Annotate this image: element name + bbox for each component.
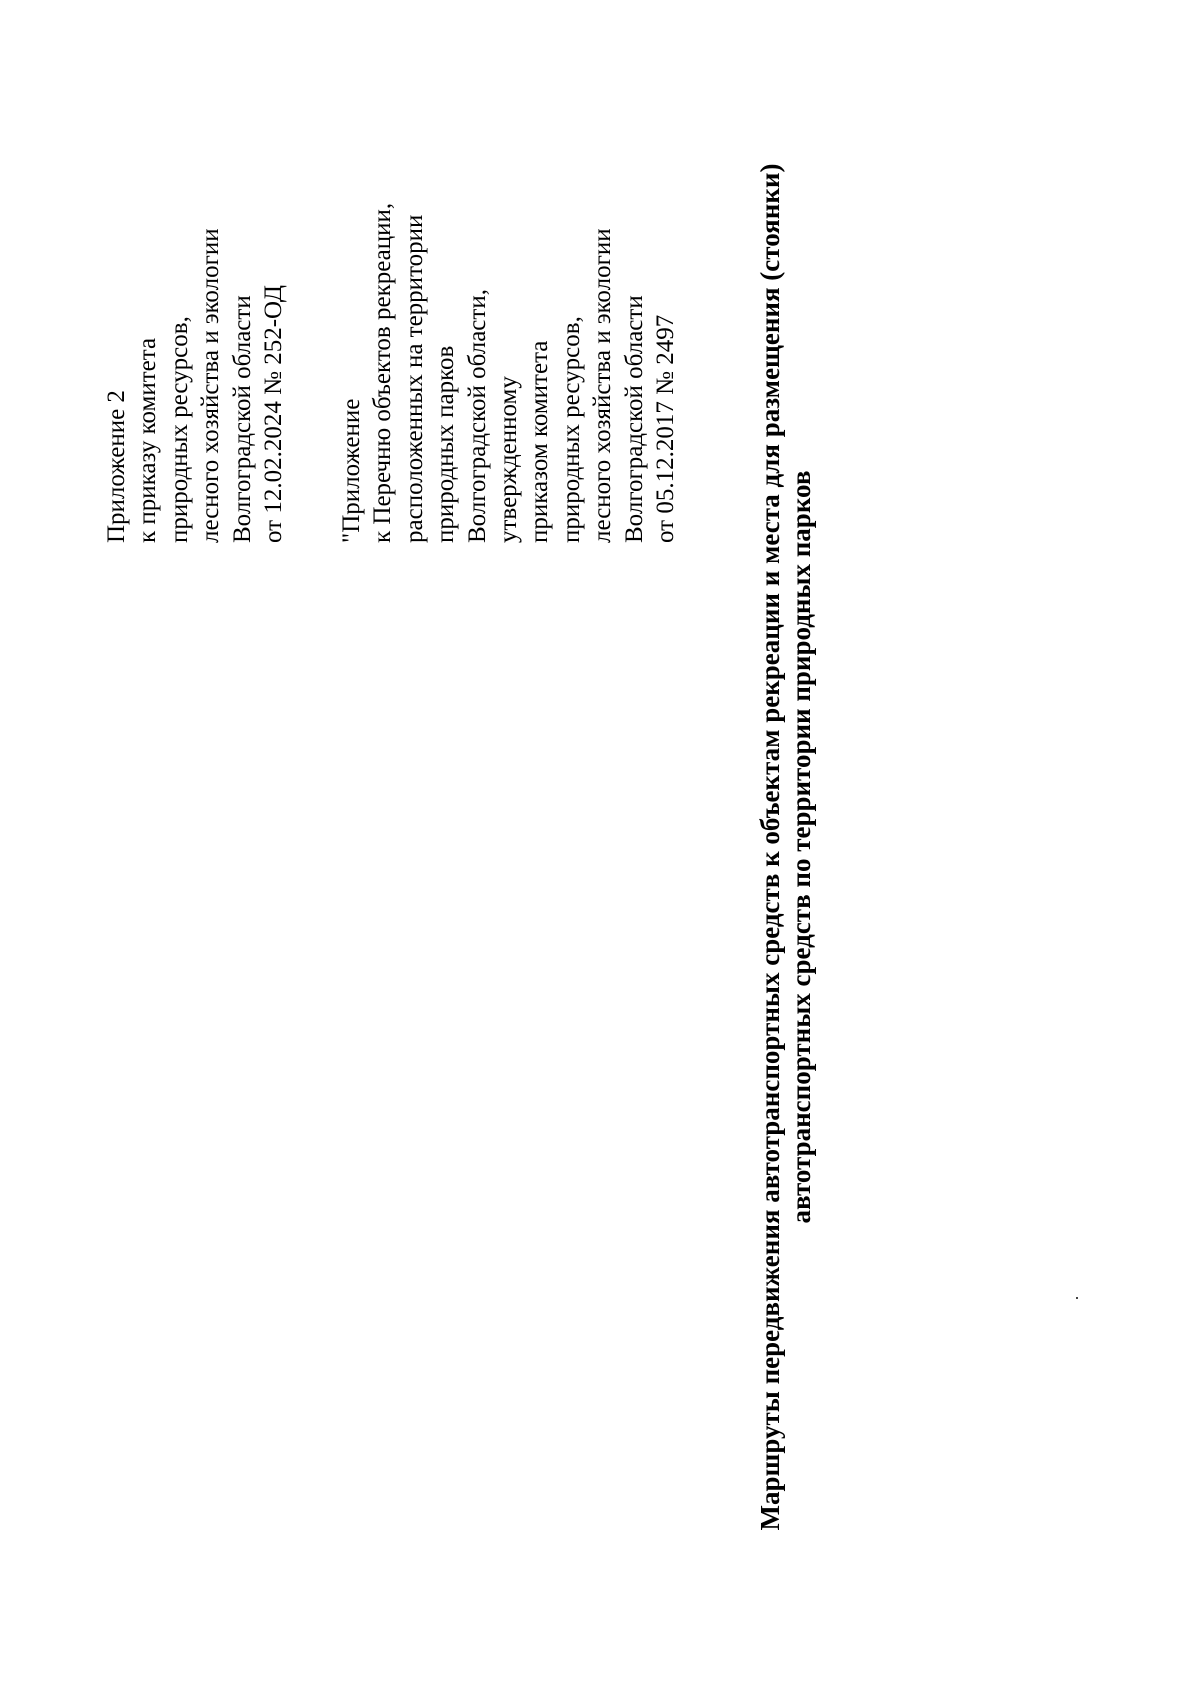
appendix-2-line: к приказу комитета	[134, 337, 162, 543]
appendix-2-line: природных ресурсов,	[165, 316, 193, 543]
appendix-previous-line: расположенных на территории	[400, 214, 428, 543]
appendix-previous-line: природных парков	[432, 345, 460, 543]
document-title-line: Маршруты передвижения автотранспортных средств к объектам рекреации и места для размещения (стоянки)	[755, 163, 785, 1531]
appendix-previous-line: природных ресурсов,	[557, 316, 585, 543]
scan-speck	[1076, 1297, 1078, 1299]
appendix-previous-line: утвержденному	[495, 376, 523, 543]
appendix-previous-line: "Приложение	[338, 398, 365, 543]
appendix-previous-line: Волгоградской области,	[463, 289, 491, 543]
appendix-2-line: от 12.02.2024 № 252-ОД	[260, 285, 288, 543]
appendix-previous-line: лесного хозяйства и экологии	[589, 228, 617, 543]
appendix-2-line: Приложение 2	[103, 390, 130, 543]
appendix-2-header	[101, 228, 289, 543]
document-title	[755, 147, 817, 1547]
appendix-previous-header	[336, 203, 681, 543]
appendix-previous-line: Волгоградской области	[620, 295, 648, 543]
appendix-previous-line: приказом комитета	[526, 340, 554, 543]
appendix-previous-line: к Перечню объектов рекреации,	[369, 202, 397, 543]
appendix-2-line: Волгоградской области	[228, 295, 256, 543]
document-title-line: автотранспортных средств по территории природных парков	[786, 470, 816, 1224]
appendix-previous-line: от 05.12.2017 № 2497	[652, 314, 680, 543]
appendix-2-line: лесного хозяйства и экологии	[197, 228, 225, 543]
